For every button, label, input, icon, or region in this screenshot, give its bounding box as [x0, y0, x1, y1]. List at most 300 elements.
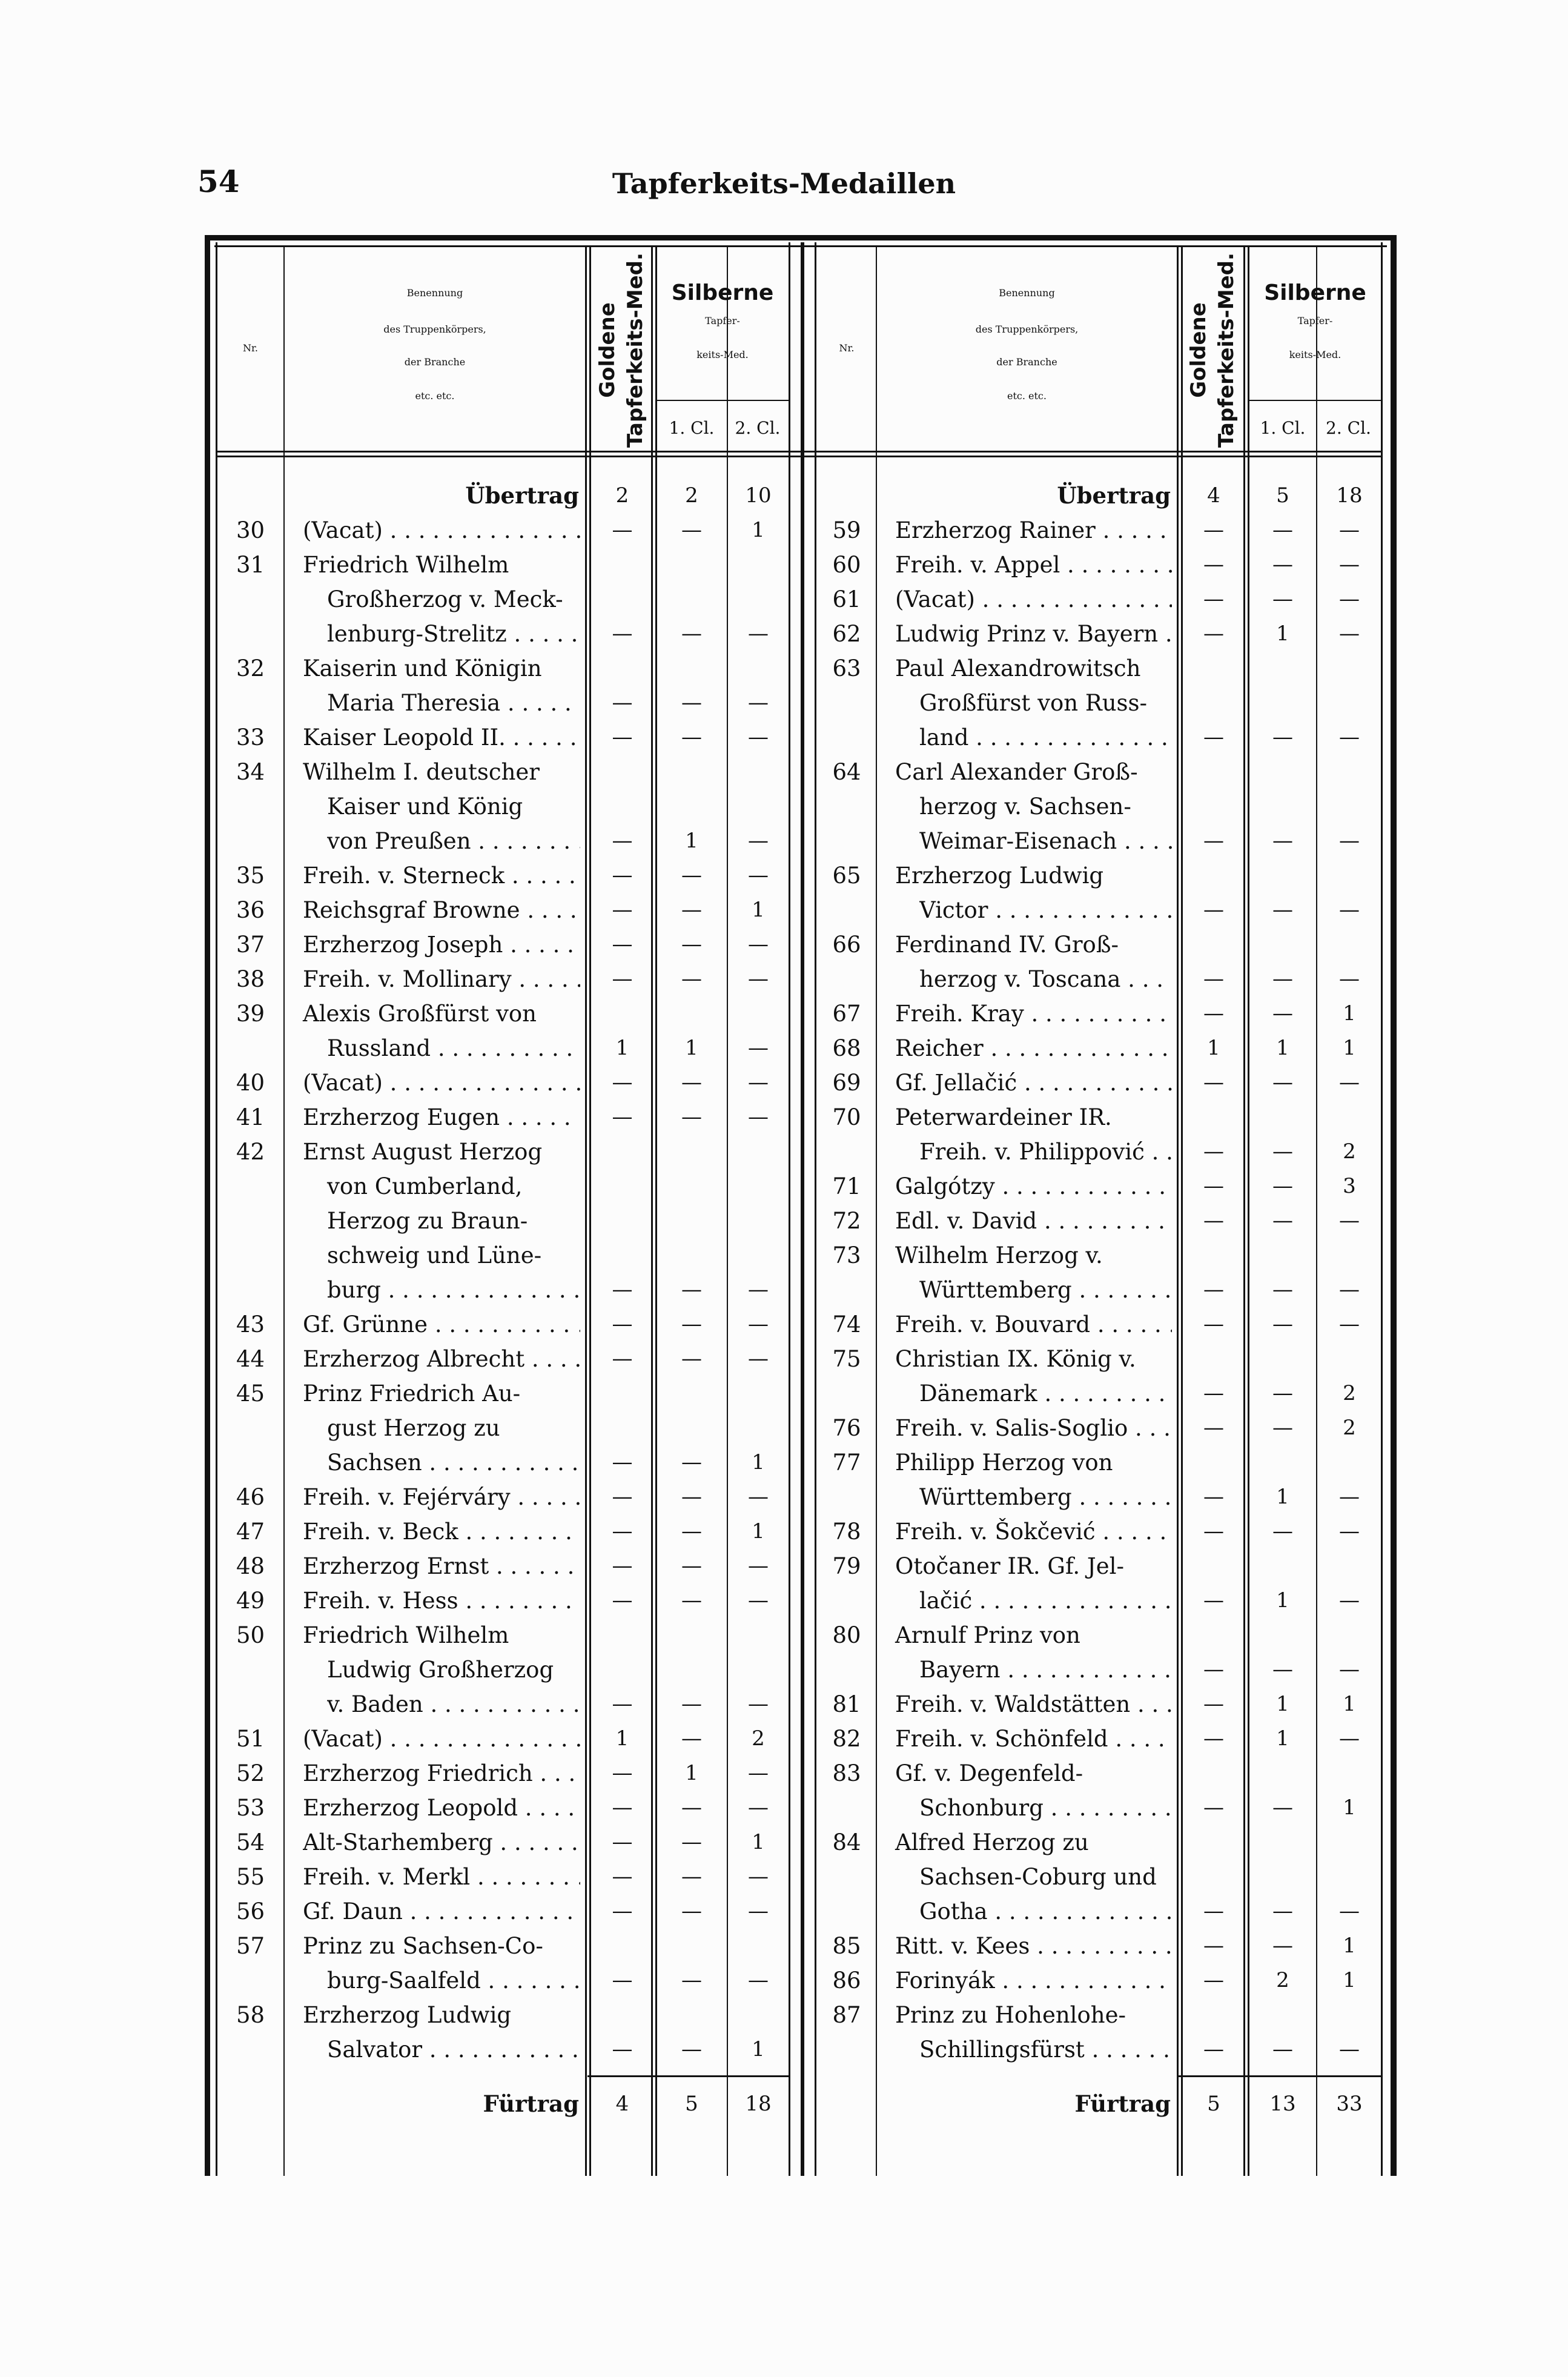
right-row-nr: 83 [832, 1760, 861, 1786]
left-row-nr: 51 [236, 1726, 265, 1752]
right-row-s2: — [1339, 622, 1360, 646]
right-row-text: Ludwig Prinz v. Bayern . . . [895, 617, 1172, 651]
right-row-s1: 2 [1276, 1968, 1289, 1992]
left-row-text: Alexis Großfürst von [303, 1001, 537, 1027]
right-row-s1: — [1272, 1174, 1293, 1198]
right-row-s1: — [1272, 1312, 1293, 1336]
right-row-g: — [1203, 1899, 1224, 1923]
left-row-s2: — [748, 1036, 769, 1060]
right-row-s1: — [1272, 725, 1293, 749]
left-row-s1: — [681, 1105, 702, 1129]
left-row-g: — [612, 1312, 633, 1336]
right-row-g: — [1203, 1795, 1224, 1820]
right-row-nr: 65 [832, 863, 861, 889]
left-header-goldene-line1: Goldene [595, 302, 620, 398]
left-row-nr: 55 [236, 1864, 265, 1890]
right-row-text: Württemberg . . . [919, 1273, 1172, 1307]
left-row-nr: 31 [236, 552, 265, 578]
right-row-nr: 73 [832, 1242, 861, 1268]
left-row-nr: 35 [236, 863, 265, 889]
right-row-s1: 1 [1276, 1485, 1289, 1509]
left-row-s2: — [748, 1588, 769, 1613]
left-row-g: — [612, 967, 633, 991]
left-row-text: Friedrich Wilhelm [303, 552, 509, 578]
left-row-s1: — [681, 1692, 702, 1716]
left-row-text: Prinz zu Sachsen-Co- [303, 1933, 543, 1959]
left-header-goldene [594, 250, 654, 450]
right-row-text: herzog v. Sachsen- [919, 794, 1131, 820]
left-ubertrag-label: Übertrag [465, 482, 579, 509]
right-row-text: Gf. Jellačić . . . [895, 1066, 1172, 1100]
right-header-cl2: 2. Cl. [1326, 418, 1371, 438]
right-row-s1: — [1272, 1795, 1293, 1820]
right-col-rule-2 [1181, 245, 1183, 2176]
right-row-text: Freih. v. Bouvard . . . [895, 1307, 1172, 1342]
right-row-text: land . . . [919, 720, 1172, 755]
right-row-s1: 1 [1276, 622, 1289, 646]
right-row-text: herzog v. Toscana . . . [919, 962, 1172, 996]
page-number: 54 [197, 164, 240, 199]
right-row-text: Schillingsfürst . . . [919, 2032, 1172, 2067]
right-row-s1: 1 [1276, 1588, 1289, 1613]
right-row-s1: — [1272, 1208, 1293, 1233]
left-row-s1: — [681, 863, 702, 887]
left-row-s2: — [748, 863, 769, 887]
left-row-g: — [612, 518, 633, 542]
right-row-text: Freih. v. Šokčević . . . [895, 1514, 1172, 1549]
right-furtrag-s1: 13 [1269, 2092, 1296, 2116]
left-row-nr: 40 [236, 1070, 265, 1096]
right-row-g: — [1203, 587, 1224, 611]
left-row-text: Erzherzog Friedrich . . . [303, 1756, 580, 1791]
right-ubertrag-s2: 18 [1336, 483, 1363, 508]
left-row-s2: 1 [752, 1450, 765, 1474]
left-row-g: — [612, 1105, 633, 1129]
right-row-g: — [1203, 1208, 1224, 1233]
left-row-nr: 52 [236, 1760, 265, 1786]
left-row-s2: — [748, 1795, 769, 1820]
right-row-s2: — [1339, 587, 1360, 611]
header-rule-2 [216, 456, 1383, 457]
left-row-s1: — [681, 1968, 702, 1992]
right-row-nr: 63 [832, 655, 861, 681]
right-row-s2: — [1339, 1278, 1360, 1302]
center-divider-1 [789, 242, 790, 2176]
left-row-s1: — [681, 1865, 702, 1889]
left-row-nr: 45 [236, 1381, 265, 1407]
left-row-nr: 33 [236, 724, 265, 751]
right-row-g: — [1203, 1485, 1224, 1509]
left-header-silberne: Silberne [671, 280, 774, 305]
right-header-goldene-line1: Goldene [1186, 302, 1211, 398]
left-row-s2: 2 [752, 1726, 765, 1751]
right-row-s1: — [1272, 2037, 1293, 2061]
right-row-nr: 79 [832, 1553, 861, 1579]
right-row-nr: 59 [832, 517, 861, 543]
right-row-text: Freih. v. Philippović . . . [919, 1135, 1172, 1169]
right-row-text: Otočaner IR. Gf. Jel- [895, 1553, 1124, 1579]
right-row-s1: — [1272, 829, 1293, 853]
right-row-text: Philipp Herzog von [895, 1450, 1113, 1476]
left-row-s2: — [748, 1692, 769, 1716]
left-row-nr: 49 [236, 1588, 265, 1614]
right-row-s1: — [1272, 1657, 1293, 1682]
right-row-s1: — [1272, 587, 1293, 611]
left-col-rule-3 [651, 245, 653, 2176]
left-row-text: (Vacat) . . . [303, 1066, 580, 1100]
left-row-nr: 39 [236, 1001, 265, 1027]
left-header-cl1: 1. Cl. [669, 418, 715, 438]
right-row-nr: 87 [832, 2002, 861, 2028]
right-row-g: — [1203, 1070, 1224, 1095]
right-row-nr: 76 [832, 1415, 861, 1441]
center-divider-3 [815, 242, 816, 2176]
right-row-s2: — [1339, 1899, 1360, 1923]
right-row-s1: — [1272, 1278, 1293, 1302]
left-row-nr: 47 [236, 1519, 265, 1545]
right-row-text: Gf. v. Degenfeld- [895, 1760, 1083, 1786]
left-row-nr: 53 [236, 1795, 265, 1821]
left-row-g: — [612, 898, 633, 922]
right-col-rule-1 [1177, 245, 1179, 2176]
right-row-g: — [1203, 622, 1224, 646]
left-row-g: — [612, 863, 633, 887]
right-header-benennung: Benennung [999, 287, 1055, 299]
right-row-g: — [1203, 967, 1224, 991]
right-row-text: Ritt. v. Kees . . . [895, 1929, 1172, 1963]
left-furtrag-s2: 18 [745, 2092, 772, 2116]
left-row-g: — [612, 1347, 633, 1371]
right-row-s1: — [1272, 1899, 1293, 1923]
left-row-s2: — [748, 1968, 769, 1992]
right-col-rule-3 [1243, 245, 1245, 2176]
right-row-g: — [1203, 1139, 1224, 1164]
right-header-goldene-line2: Tapferkeits-Med. [1214, 253, 1239, 448]
left-row-s2: 1 [752, 1519, 765, 1543]
left-furtrag-g: 4 [615, 2092, 629, 2116]
right-furtrag-rule [1178, 2075, 1381, 2077]
right-row-s2: — [1339, 829, 1360, 853]
left-row-s1: — [681, 518, 702, 542]
left-row-s1: — [681, 1899, 702, 1923]
left-ubertrag-s2: 10 [745, 483, 772, 508]
right-row-s1: — [1272, 1001, 1293, 1026]
right-row-nr: 74 [832, 1311, 861, 1338]
left-row-s2: — [748, 1105, 769, 1129]
right-ubertrag-s1: 5 [1276, 483, 1289, 508]
left-row-text: Wilhelm I. deutscher [303, 759, 540, 785]
frame-right-outer [1391, 235, 1397, 2176]
left-row-text: Freih. v. Sterneck . . . [303, 858, 580, 893]
left-row-s2: — [748, 622, 769, 646]
right-row-text: Erzherzog Ludwig [895, 863, 1104, 889]
left-row-s2: — [748, 1899, 769, 1923]
right-header-tapfer: Tapfer- [1297, 315, 1333, 327]
left-row-s1: — [681, 967, 702, 991]
left-row-s1: — [681, 691, 702, 715]
right-row-s2: — [1339, 1519, 1360, 1543]
right-row-text: Paul Alexandrowitsch [895, 655, 1141, 681]
left-row-s2: — [748, 1761, 769, 1785]
left-row-s1: — [681, 622, 702, 646]
left-row-text: (Vacat) . . . [303, 1722, 580, 1756]
left-row-text: Kaiser Leopold II. . . . [303, 720, 580, 755]
right-row-g: — [1203, 898, 1224, 922]
right-row-s2: 1 [1343, 1036, 1356, 1060]
right-furtrag-g: 5 [1207, 2092, 1220, 2116]
left-row-text: Erzherzog Ludwig [303, 2002, 512, 2028]
right-row-nr: 67 [832, 1001, 861, 1027]
right-row-nr: 82 [832, 1726, 861, 1752]
left-row-g: — [612, 691, 633, 715]
header-rule-1 [216, 451, 1383, 453]
left-row-text: Sachsen . . . [327, 1445, 580, 1480]
left-row-nr: 36 [236, 897, 265, 923]
left-row-s2: 1 [752, 2037, 765, 2061]
right-header-nr: Nr. [839, 342, 855, 354]
left-row-text: Herzog zu Braun- [327, 1208, 528, 1234]
right-furtrag-s2: 33 [1336, 2092, 1363, 2116]
right-row-text: Victor . . . [919, 893, 1172, 927]
right-row-s2: 2 [1343, 1381, 1356, 1405]
right-row-g: — [1203, 1692, 1224, 1716]
right-row-nr: 62 [832, 621, 861, 647]
right-row-g: — [1203, 1657, 1224, 1682]
left-row-text: Erzherzog Eugen . . . [303, 1100, 580, 1135]
left-row-g: — [612, 1485, 633, 1509]
left-row-nr: 41 [236, 1104, 265, 1130]
left-row-nr: 58 [236, 2002, 265, 2028]
right-row-g: — [1203, 1312, 1224, 1336]
right-row-g: — [1203, 1001, 1224, 1026]
right-row-nr: 61 [832, 586, 861, 612]
left-row-g: — [612, 1588, 633, 1613]
left-row-g: — [612, 1865, 633, 1889]
right-row-s2: — [1339, 1070, 1360, 1095]
left-row-text: Russland . . . [327, 1031, 580, 1066]
left-row-s1: — [681, 2037, 702, 2061]
right-row-text: Reicher . . . [895, 1031, 1172, 1066]
right-ubertrag-label: Übertrag [1057, 482, 1171, 509]
left-header-nr: Nr. [243, 342, 258, 354]
right-row-text: Freih. Kray . . . [895, 996, 1172, 1031]
left-row-s2: — [748, 1070, 769, 1095]
right-row-nr: 71 [832, 1173, 861, 1199]
left-row-g: — [612, 1761, 633, 1785]
left-row-s2: 1 [752, 1830, 765, 1854]
right-header-goldene [1185, 250, 1245, 450]
right-row-g: — [1203, 1381, 1224, 1405]
left-row-g: — [612, 1692, 633, 1716]
left-header-benennung: Benennung [406, 287, 463, 299]
left-row-g: 1 [615, 1726, 629, 1751]
right-header-etc: etc. etc. [1007, 390, 1047, 402]
left-header-etc: etc. etc. [415, 390, 455, 402]
right-row-g: — [1203, 1588, 1224, 1613]
left-row-s1: 1 [685, 1761, 698, 1785]
right-row-nr: 60 [832, 552, 861, 578]
left-row-s2: — [748, 1278, 769, 1302]
left-row-g: — [612, 1554, 633, 1578]
right-row-text: Sachsen-Coburg und [919, 1864, 1157, 1890]
right-row-g: — [1203, 518, 1224, 542]
right-row-text: Edl. v. David . . . [895, 1204, 1172, 1238]
right-row-g: — [1203, 829, 1224, 853]
right-row-s1: — [1272, 1416, 1293, 1440]
left-header-goldene-line2: Tapferkeits-Med. [623, 253, 647, 448]
left-row-text: Kaiser und König [327, 794, 523, 820]
left-row-g: — [612, 1519, 633, 1543]
left-ubertrag-g: 2 [615, 483, 629, 508]
right-row-s2: — [1339, 725, 1360, 749]
right-header-cl1: 1. Cl. [1260, 418, 1306, 438]
right-row-text: Weimar-Eisenach . . . [919, 824, 1172, 858]
left-row-s1: 1 [685, 829, 698, 853]
right-row-text: Großfürst von Russ- [919, 690, 1147, 716]
right-row-text: lačić . . . [919, 1583, 1172, 1618]
right-row-s2: — [1339, 1726, 1360, 1751]
left-row-g: — [612, 1899, 633, 1923]
left-header-cl2: 2. Cl. [735, 418, 781, 438]
right-row-g: — [1203, 725, 1224, 749]
right-row-nr: 78 [832, 1519, 861, 1545]
left-row-s1: — [681, 1726, 702, 1751]
right-row-g: — [1203, 1968, 1224, 1992]
left-row-nr: 38 [236, 966, 265, 992]
left-row-text: v. Baden . . . [327, 1687, 580, 1722]
right-row-s2: — [1339, 1312, 1360, 1336]
right-row-text: Freih. v. Waldstätten . . . [895, 1687, 1172, 1722]
left-row-s1: — [681, 1588, 702, 1613]
left-row-s1: — [681, 1312, 702, 1336]
right-ubertrag-g: 4 [1207, 483, 1220, 508]
right-row-s2: 1 [1343, 1968, 1356, 1992]
right-row-g: — [1203, 1416, 1224, 1440]
left-row-g: — [612, 1070, 633, 1095]
left-row-text: Erzherzog Leopold . . . [303, 1791, 580, 1825]
right-row-s1: 1 [1276, 1036, 1289, 1060]
left-row-text: Freih. v. Merkl . . . [303, 1860, 580, 1894]
center-divider-2 [801, 242, 804, 2176]
left-row-nr: 46 [236, 1484, 265, 1510]
right-header-der: der Branche [996, 356, 1057, 368]
left-col-rule-0 [283, 245, 285, 2176]
right-row-text: Ferdinand IV. Groß- [895, 932, 1119, 958]
left-row-s1: — [681, 1485, 702, 1509]
left-row-s2: — [748, 725, 769, 749]
right-row-s1: — [1272, 898, 1293, 922]
right-header-des: des Truppenkörpers, [975, 323, 1079, 335]
right-row-text: Wilhelm Herzog v. [895, 1242, 1103, 1268]
right-row-text: (Vacat) . . . [895, 582, 1172, 617]
left-header-der: der Branche [404, 356, 466, 368]
right-row-s2: — [1339, 967, 1360, 991]
left-row-g: — [612, 2037, 633, 2061]
right-row-text: Forinyák . . . [895, 1963, 1172, 1998]
right-row-text: Galgótzy . . . [895, 1169, 1172, 1204]
left-row-s1: — [681, 1554, 702, 1578]
left-row-text: Kaiserin und Königin [303, 655, 542, 681]
right-row-nr: 85 [832, 1933, 861, 1959]
left-row-text: von Cumberland, [327, 1173, 523, 1199]
left-row-g: — [612, 1795, 633, 1820]
left-row-text: Freih. v. Hess . . . [303, 1583, 580, 1618]
left-row-s2: — [748, 1347, 769, 1371]
right-row-s2: 3 [1343, 1174, 1356, 1198]
right-row-text: Gotha . . . [919, 1894, 1172, 1929]
left-col-rule-2 [589, 245, 591, 2176]
left-row-text: burg-Saalfeld . . . [327, 1963, 580, 1998]
right-row-s1: — [1272, 1070, 1293, 1095]
right-silberne-rule [1249, 400, 1381, 401]
right-row-s1: — [1272, 1381, 1293, 1405]
left-row-nr: 42 [236, 1139, 265, 1165]
left-row-text: Ernst August Herzog [303, 1139, 543, 1165]
right-row-nr: 80 [832, 1622, 861, 1648]
left-row-text: Salvator . . . [327, 2032, 580, 2067]
right-row-s2: — [1339, 552, 1360, 577]
left-row-s1: — [681, 932, 702, 956]
right-row-nr: 84 [832, 1829, 861, 1855]
right-row-nr: 66 [832, 932, 861, 958]
left-row-nr: 57 [236, 1933, 265, 1959]
right-row-nr: 64 [832, 759, 861, 785]
right-row-g: — [1203, 1726, 1224, 1751]
right-row-s2: — [1339, 1657, 1360, 1682]
left-row-s2: — [748, 829, 769, 853]
right-col-rule-0 [876, 245, 877, 2176]
left-row-s2: — [748, 967, 769, 991]
left-row-text: Erzherzog Ernst . . . [303, 1549, 580, 1583]
left-furtrag-s1: 5 [685, 2092, 698, 2116]
left-row-text: Freih. v. Fejérváry . . . [303, 1480, 580, 1514]
right-row-text: Alfred Herzog zu [895, 1829, 1089, 1855]
left-row-g: — [612, 1278, 633, 1302]
left-row-text: Reichsgraf Browne . . . [303, 893, 580, 927]
left-row-nr: 50 [236, 1622, 265, 1648]
left-row-text: Friedrich Wilhelm [303, 1622, 509, 1648]
right-row-s2: — [1339, 518, 1360, 542]
left-row-text: Großherzog v. Meck- [327, 586, 563, 612]
left-row-s2: — [748, 691, 769, 715]
left-row-text: Freih. v. Beck . . . [303, 1514, 580, 1549]
right-row-text: Arnulf Prinz von [895, 1622, 1080, 1648]
left-silberne-rule [657, 400, 789, 401]
left-header-des: des Truppenkörpers, [383, 323, 486, 335]
left-row-nr: 37 [236, 932, 265, 958]
right-row-s2: — [1339, 1485, 1360, 1509]
left-row-nr: 54 [236, 1829, 265, 1855]
right-row-text: Freih. v. Appel . . . [895, 548, 1172, 582]
right-row-text: Schonburg . . . [919, 1791, 1172, 1825]
right-row-s1: — [1272, 1139, 1293, 1164]
left-header-keits: keits-Med. [696, 349, 749, 360]
left-row-text: (Vacat) . . . [303, 513, 580, 548]
right-row-nr: 81 [832, 1691, 861, 1717]
frame-left-outer [205, 235, 210, 2176]
left-row-text: Erzherzog Joseph . . . [303, 927, 580, 962]
left-col-rule-1 [585, 245, 587, 2176]
right-row-text: Freih. v. Salis-Soglio . . . [895, 1411, 1172, 1445]
right-row-text: Erzherzog Rainer . . . [895, 513, 1172, 548]
left-row-g: — [612, 622, 633, 646]
left-furtrag-label: Fürtrag [483, 2090, 579, 2117]
frame-top-outer [205, 235, 1397, 240]
right-row-g: — [1203, 552, 1224, 577]
left-row-s2: 1 [752, 898, 765, 922]
left-row-text: gust Herzog zu [327, 1415, 500, 1441]
left-row-text: Freih. v. Mollinary . . . [303, 962, 580, 996]
